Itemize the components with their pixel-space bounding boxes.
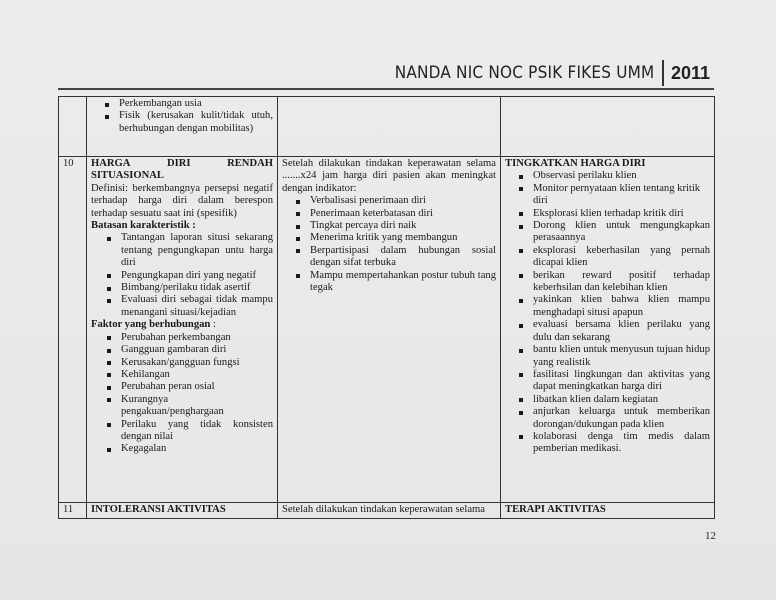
list-item: Eksplorasi klien terhadap kritik diri	[505, 208, 710, 220]
cell-diagnosis	[87, 157, 278, 503]
table-row-11	[59, 503, 715, 519]
list-item: Pengungkapan diri yang negatif	[91, 270, 273, 282]
list-item: Evaluasi diri sebagai tidak mampu menangani situasi/kejadian	[91, 294, 273, 319]
cell-noc	[278, 157, 501, 503]
list-item: Observasi perilaku klien	[505, 170, 710, 182]
list-item: anjurkan keluarga untuk memberikan dorongan/dukungan pada klien	[505, 406, 710, 431]
list-item: Berpartisipasi dalam hubungan sosial dengan sifat terbuka	[282, 245, 496, 270]
list-item: Kurangnya pengakuan/penghargaan	[91, 394, 273, 419]
noc-indicator-list	[282, 195, 496, 294]
batasan-list	[91, 232, 273, 319]
list-item: libatkan klien dalam kegiatan	[505, 394, 710, 406]
list-item: Kerusakan/gangguan fungsi	[91, 357, 273, 369]
list-item: kolaborasi denga tim medis dalam pemberian medikasi.	[505, 431, 710, 456]
list-item: Tingkat percaya diri naik	[282, 220, 496, 232]
care-plan-table	[58, 96, 715, 519]
list-item: Kehilangan	[91, 369, 273, 381]
cell-no: 11	[59, 503, 87, 519]
faktor-heading	[91, 319, 273, 331]
list-item: Bimbang/perilaku tidak asertif	[91, 282, 273, 294]
cell-noc: Setelah dilakukan tindakan keperawatan selama	[278, 503, 501, 519]
table-row-10	[59, 157, 715, 503]
list-item: fasilitasi lingkungan dan aktivitas yang dapat meningkatkan harga diri	[505, 369, 710, 394]
list-item: Monitor pernyataan klien tentang kritik diri	[505, 183, 710, 208]
diagnosis-definition: Definisi: berkembangnya persepsi negatif terhadap harga diri dalam berespon terhadap sesuatu saat ini (spesifik)	[91, 182, 273, 219]
cell-nic	[501, 97, 715, 157]
list-item: eksplorasi keberhasilan yang pernah dicapai klien	[505, 245, 710, 270]
nic-intervention-list	[505, 170, 710, 455]
cell-nic: TERAPI AKTIVITAS	[501, 503, 715, 519]
noc-intro: Setelah dilakukan tindakan keperawatan selama .......x24 jam harga diri pasien akan meningkat dengan indikator:	[282, 158, 496, 194]
page-header	[395, 60, 710, 86]
list-item: Menerima kritik yang membangun	[282, 232, 496, 244]
cell-diagnosis: INTOLERANSI AKTIVITAS	[87, 503, 278, 519]
list-item: evaluasi bersama klien perilaku yang dulu dan sekarang	[505, 319, 710, 344]
list-item: yakinkan klien bahwa klien mampu menghadapi situsi apapun	[505, 294, 710, 319]
list-item: Gangguan gambaran diri	[91, 344, 273, 356]
diagnosis-title-line2: SITUASIONAL	[91, 170, 165, 182]
list-item: Perubahan peran osial	[91, 381, 273, 393]
list-item: Perkembangan usia	[91, 98, 273, 110]
header-divider	[662, 60, 664, 86]
list-item: Verbalisasi penerimaan diri	[282, 195, 496, 207]
page-number: 12	[705, 530, 716, 542]
list-item: Dorong klien untuk mengungkapkan perasaannya	[505, 220, 710, 245]
diagnosis-title: HARGA DIRI RENDAH	[91, 158, 273, 169]
list-item: Mampu mempertahankan postur tubuh tang tegak	[282, 270, 496, 295]
list-item: berikan reward positif terhadap keberhsilan dan kelebihan klien	[505, 270, 710, 295]
list-item: Perilaku yang tidak konsisten dengan nilai	[91, 419, 273, 444]
cell-noc	[278, 97, 501, 157]
faktor-colon: :	[210, 319, 216, 331]
header-title: NANDA NIC NOC PSIK FIKES UMM	[394, 63, 655, 83]
cell-no	[59, 97, 87, 157]
cell-nic	[501, 157, 715, 503]
list-item: Fisik (kerusakan kulit/tidak utuh, berhubungan dengan mobilitas)	[91, 110, 273, 135]
nic-title: TINGKATKAN HARGA DIRI	[505, 158, 646, 169]
header-rule	[58, 88, 714, 90]
faktor-label: Faktor yang berhubungan	[91, 319, 211, 331]
batasan-label: Batasan karakteristik :	[91, 220, 196, 232]
header-year: 2011	[670, 62, 710, 83]
list-item: Tantangan laporan situsi sekarang tentang pengungkapan untu harga diri	[91, 232, 273, 269]
list-item: bantu klien untuk menyusun tujuan hidup yang realistik	[505, 344, 710, 369]
diag-continuation-list	[91, 98, 273, 135]
cell-no: 10	[59, 157, 87, 503]
list-item: Penerimaan keterbatasan diri	[282, 208, 496, 220]
faktor-list	[91, 332, 273, 456]
list-item: Kegagalan	[91, 443, 273, 455]
cell-diagnosis	[87, 97, 278, 157]
table-row-continuation	[59, 97, 715, 157]
list-item: Perubahan perkembangan	[91, 332, 273, 344]
